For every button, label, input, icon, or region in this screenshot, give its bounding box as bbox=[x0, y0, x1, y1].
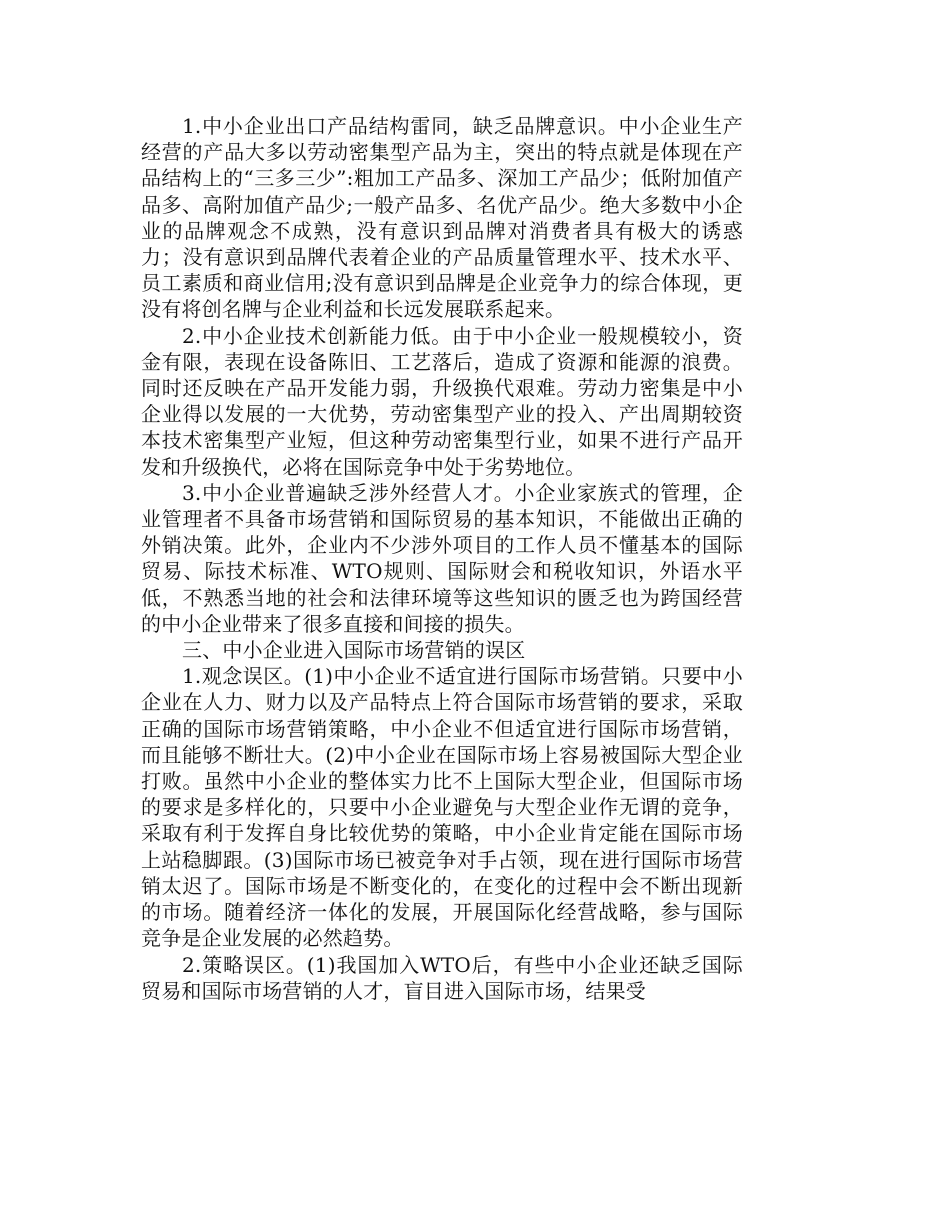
paragraph-concept-misconception: 1.观念误区。(1)中小企业不适宜进行国际市场营销。只要中小企业在人力、财力以及产品特点上符合国际市场营销的要求，采取正确的国际市场营销策略，中小企业不但适宜进行国际市场营销，而且能够不断壮大。(2)中小企业在国际市场上容易被国际大型企业打败。虽然中小企业的整体实力比不上国际大型企业，但国际市场的要求是多样化的，只要中小企业避免与大型企业作无谓的竞争，采取有利于发挥自身比较优势的策略，中小企业肯定能在国际市场上站稳脚跟。(3)国际市场已被竞争对手占领，现在进行国际市场营销太迟了。国际市场是不断变化的，在变化的过程中会不断出现新的市场。随着经济一体化的发展，开展国际化经营战略，参与国际竞争是企业发展的必然趋势。 bbox=[141, 664, 743, 951]
paragraph-strategy-misconception: 2.策略误区。(1)我国加入WTO后，有些中小企业还缺乏国际贸易和国际市场营销的人才，盲目进入国际市场，结果受 bbox=[141, 952, 743, 1003]
paragraph-talent-shortage: 3.中小企业普遍缺乏涉外经营人才。小企业家族式的管理，企业管理者不具备市场营销和国际贸易的基本知识，不能做出正确的外销决策。此外，企业内不少涉外项目的工作人员不懂基本的国际贸易、际技术标准、WTO规则、国际财会和税收知识，外语水平低，不熟悉当地的社会和法律环境等这些知识的匮乏也为跨国经营的中小企业带来了很多直接和间接的损失。 bbox=[141, 480, 743, 636]
paragraph-product-structure: 1.中小企业出口产品结构雷同，缺乏品牌意识。中小企业生产经营的产品大多以劳动密集型产品为主，突出的特点就是体现在产品结构上的“三多三少”:粗加工产品多、深加工产品少；低附加值产品多、高附加值产品少;一般产品多、名优产品少。绝大多数中小企业的品牌观念不成熟，没有意识到品牌对消费者具有极大的诱惑力；没有意识到品牌代表着企业的产品质量管理水平、技术水平、员工素质和商业信用;没有意识到品牌是企业竞争力的综合体现，更没有将创名牌与企业利益和长远发展联系起来。 bbox=[141, 114, 743, 322]
document-page bbox=[141, 113, 743, 1004]
section-heading: 三、中小企业进入国际市场营销的误区 bbox=[182, 638, 526, 663]
paragraph-tech-innovation: 2.中小企业技术创新能力低。由于中小企业一般规模较小，资金有限，表现在设备陈旧、工艺落后，造成了资源和能源的浪费。同时还反映在产品开发能力弱，升级换代艰难。劳动力密集是中小企业得以发展的一大优势，劳动密集型产业的投入、产出周期较资本技术密集型产业短，但这种劳动密集型行业，如果不进行产品开发和升级换代，必将在国际竞争中处于劣势地位。 bbox=[141, 323, 743, 479]
